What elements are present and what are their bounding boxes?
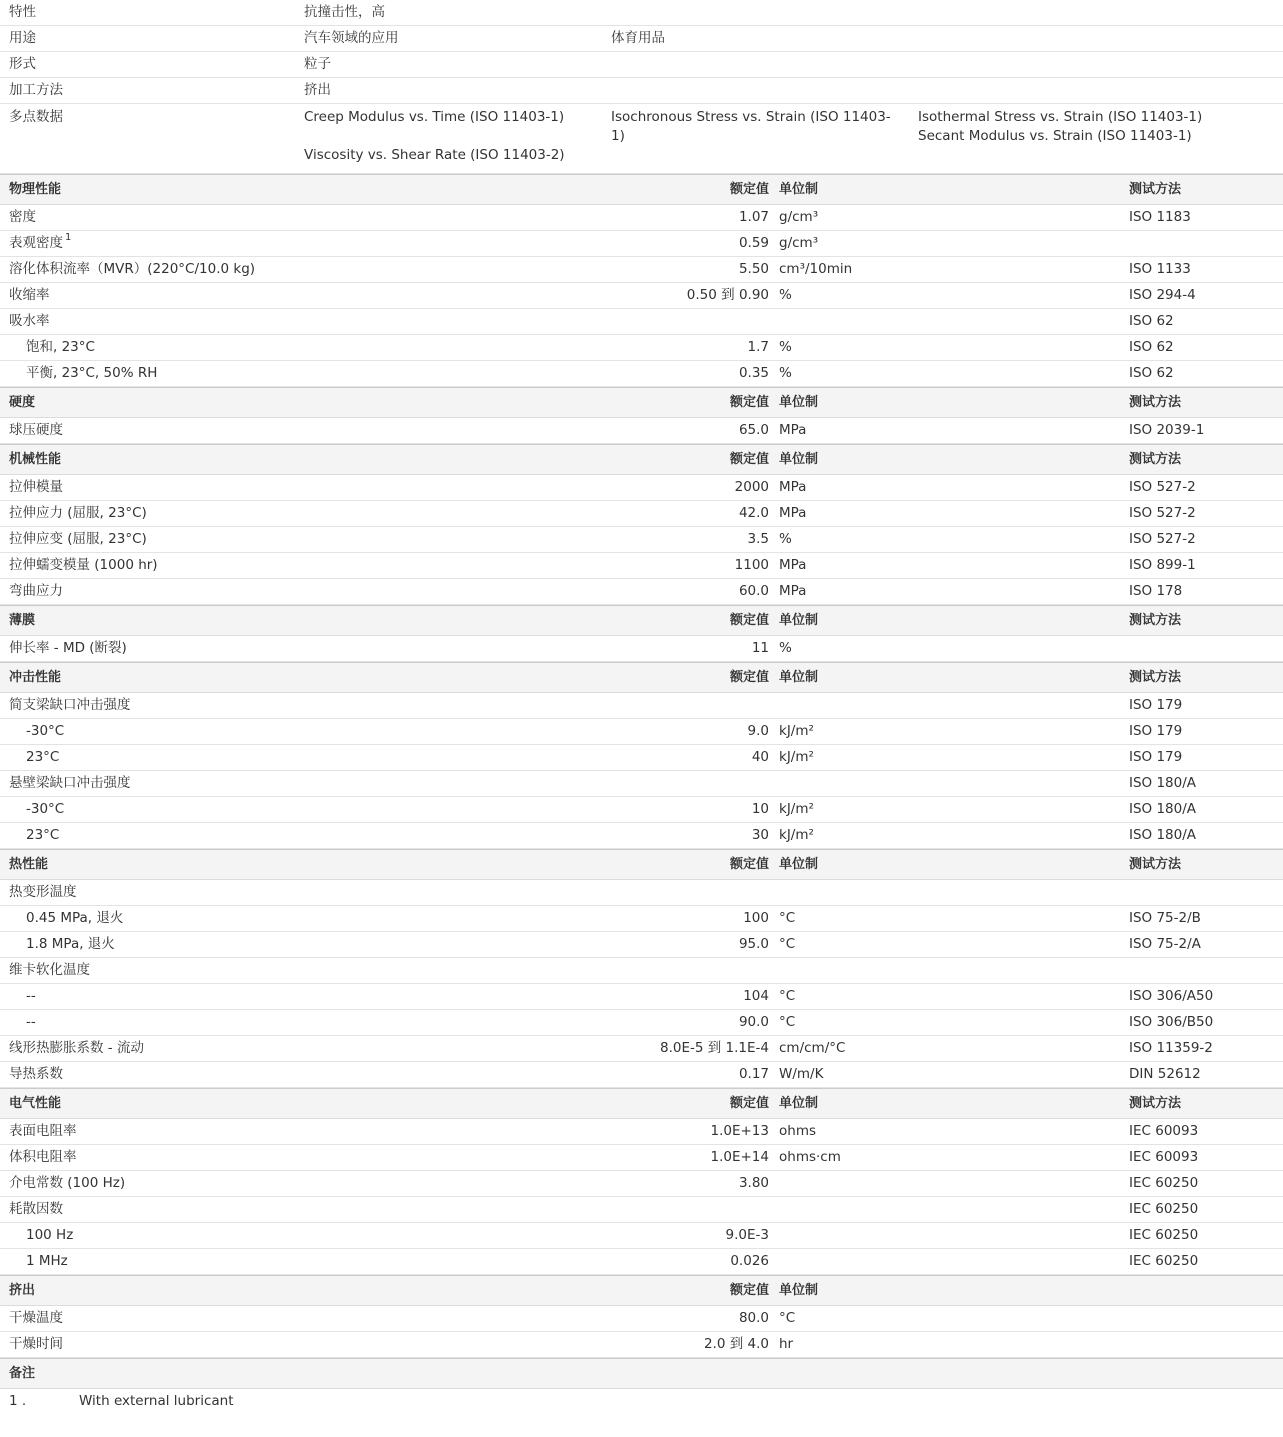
property-unit [769,1249,1129,1274]
test-method: ISO 62 [1129,313,1174,329]
section-1 [0,387,1283,444]
test-method [1129,958,1283,983]
property-name [0,932,509,957]
multipoint-col-1 [304,108,611,165]
property-row [0,906,1283,932]
property-name-text: -30°C [26,723,65,739]
property-name-text: 表观密度 [9,235,63,251]
property-name-text: 拉伸蠕变模量 (1000 hr) [9,557,158,573]
property-row [0,501,1283,527]
property-name-text: 拉伸应变 (屈服, 23°C) [9,531,147,547]
property-name-text: 维卡软化温度 [9,962,90,978]
test-method: ISO 75-2/A [1129,936,1201,952]
property-unit [769,309,1129,334]
property-row [0,1119,1283,1145]
notes-title: 备注 [9,1366,36,1381]
test-method: ISO 2039-1 [1129,422,1205,438]
property-name [0,771,509,796]
test-method: ISO 527-2 [1129,479,1196,495]
property-row [0,958,1283,984]
property-name [0,257,509,282]
property-unit: MPa [779,557,807,573]
property-value: 0.026 [730,1253,769,1269]
header-value-label: 额定值 [729,395,769,410]
section-header [0,849,1283,880]
section-4 [0,662,1283,849]
property-name-text: -- [26,988,36,1004]
property-row [0,984,1283,1010]
property-unit [769,1171,1129,1196]
test-method: IEC 60093 [1129,1123,1199,1139]
property-name [0,527,509,552]
section-5 [0,849,1283,1088]
test-method: ISO 11359-2 [1129,1040,1213,1056]
test-method: IEC 60250 [1129,1175,1199,1191]
property-name-text: 线形热膨胀系数 - 流动 [9,1040,144,1056]
multipoint-link[interactable]: Secant Modulus vs. Strain (ISO 11403-1) [918,128,1192,144]
property-value: 0.35 [738,365,769,381]
property-value: 1.0E+13 [710,1123,769,1139]
property-name-text: 简支梁缺口冲击强度 [9,697,131,713]
test-method: ISO 1133 [1129,261,1191,277]
property-unit: °C [779,936,796,952]
property-value: 1.0E+14 [710,1149,769,1165]
property-row [0,1171,1283,1197]
property-sections [0,174,1283,1358]
property-name [0,418,509,443]
section-header [0,1088,1283,1119]
multipoint-link[interactable]: Isothermal Stress vs. Strain (ISO 11403-1) [918,109,1203,125]
property-name [0,475,509,500]
property-name [0,1332,509,1357]
property-unit: kJ/m² [779,749,814,765]
property-unit [769,880,1129,905]
property-unit: % [779,640,792,656]
property-value: 2000 [734,479,769,495]
property-unit: g/cm³ [779,235,819,251]
property-value [509,880,769,905]
property-row [0,527,1283,553]
property-value: 9.0E-3 [725,1227,769,1243]
property-row [0,1332,1283,1358]
property-row [0,1197,1283,1223]
info-value: 抗撞击性，高 [304,4,385,20]
property-value: 80.0 [738,1310,769,1326]
property-unit [769,771,1129,796]
info-label: 多点数据 [9,109,63,125]
property-row [0,335,1283,361]
info-row-processing [0,78,1283,104]
property-name-text: 1 MHz [26,1253,68,1269]
property-row [0,1010,1283,1036]
property-name [0,501,509,526]
property-value [509,1197,769,1222]
property-value [509,958,769,983]
section-header [0,662,1283,693]
property-value: 1.7 [747,339,769,355]
property-row [0,636,1283,662]
property-row [0,553,1283,579]
header-value-label: 额定值 [729,857,769,872]
property-value: 8.0E-5 到 1.1E-4 [659,1040,769,1056]
note-number: 1 . [9,1393,27,1409]
property-value: 5.50 [738,261,769,277]
test-method: ISO 62 [1129,365,1174,381]
property-value [509,309,769,334]
property-unit: g/cm³ [779,209,819,225]
test-method: ISO 180/A [1129,801,1197,817]
section-title: 热性能 [9,857,49,872]
property-name [0,1036,509,1061]
test-method [1129,1306,1283,1331]
test-method: IEC 60250 [1129,1201,1199,1217]
section-title: 硬度 [9,395,36,410]
property-value: 11 [751,640,769,656]
property-name [0,745,509,770]
info-row-multipoint [0,104,1283,174]
property-unit: °C [779,910,796,926]
property-name-text: 弯曲应力 [9,583,63,599]
header-test-label: 测试方法 [1129,613,1182,628]
property-value: 3.80 [738,1175,769,1191]
property-unit: % [779,365,792,381]
property-name-text: 吸水率 [9,313,50,329]
note-text: With external lubricant [79,1393,234,1409]
property-row [0,880,1283,906]
test-method: ISO 1183 [1129,209,1191,225]
info-label: 形式 [9,56,36,72]
info-label: 用途 [9,30,36,46]
property-name [0,1171,509,1196]
header-unit-label: 单位制 [779,1283,819,1298]
property-name-text: 干燥温度 [9,1310,63,1326]
property-unit [769,693,1129,718]
header-value-label: 额定值 [729,670,769,685]
property-unit: % [779,531,792,547]
test-method: ISO 180/A [1129,827,1197,843]
property-name [0,361,509,386]
test-method: ISO 178 [1129,583,1183,599]
property-row [0,231,1283,257]
property-unit: % [779,339,792,355]
property-row [0,257,1283,283]
property-row [0,309,1283,335]
property-name-text: 密度 [9,209,36,225]
property-name-text: 干燥时间 [9,1336,63,1352]
note-item [0,1389,1283,1414]
notes-header [0,1358,1283,1389]
property-row [0,1145,1283,1171]
multipoint-link[interactable]: Viscosity vs. Shear Rate (ISO 11403-2) [304,147,565,163]
property-row [0,205,1283,231]
property-value: 3.5 [747,531,769,547]
property-unit: % [779,287,792,303]
property-value: 1.07 [738,209,769,225]
property-unit: kJ/m² [779,801,814,817]
header-unit-label: 单位制 [779,452,819,467]
section-3 [0,605,1283,662]
property-unit: MPa [779,422,807,438]
property-row [0,719,1283,745]
property-row [0,283,1283,309]
header-unit-label: 单位制 [779,182,819,197]
property-value: 0.50 到 0.90 [686,287,769,303]
property-name-text: 23°C [26,827,60,843]
section-title: 挤出 [9,1283,36,1298]
test-method: ISO 75-2/B [1129,910,1201,926]
header-test-label: 测试方法 [1129,182,1182,197]
section-header [0,605,1283,636]
header-unit-label: 单位制 [779,613,819,628]
test-method [1129,1332,1283,1357]
property-name-text: 球压硬度 [9,422,63,438]
property-value: 1100 [734,557,769,573]
property-name [0,1249,509,1274]
property-value: 30 [751,827,769,843]
property-name-text: 拉伸模量 [9,479,63,495]
property-row [0,1062,1283,1088]
section-title: 薄膜 [9,613,36,628]
property-row [0,1036,1283,1062]
property-name [0,335,509,360]
property-name [0,231,509,256]
property-name-text: 溶化体积流率（MVR）(220°C/10.0 kg) [9,261,256,277]
property-unit: W/m/K [779,1066,824,1082]
property-value: 65.0 [738,422,769,438]
test-method: ISO 294-4 [1129,287,1196,303]
header-value-label: 额定值 [729,1096,769,1111]
property-unit: °C [779,1014,796,1030]
test-method: ISO 306/A50 [1129,988,1214,1004]
test-method: ISO 179 [1129,723,1183,739]
multipoint-col-3 [918,108,1225,165]
property-name [0,1119,509,1144]
property-name [0,1223,509,1248]
property-value: 40 [751,749,769,765]
section-title: 冲击性能 [9,670,62,685]
section-header [0,444,1283,475]
property-name-text: -30°C [26,801,65,817]
property-name-text: 表面电阻率 [9,1123,77,1139]
multipoint-col-2 [611,108,918,165]
test-method: IEC 60250 [1129,1227,1199,1243]
info-value: 汽车领域的应用 [304,30,399,46]
property-name-text: 100 Hz [26,1227,74,1243]
info-row-usage [0,26,1283,52]
property-row [0,1249,1283,1275]
multipoint-link[interactable]: Isochronous Stress vs. Strain (ISO 11403-1) [611,109,891,144]
info-row-form [0,52,1283,78]
property-name [0,1306,509,1331]
property-value [509,771,769,796]
property-unit: MPa [779,505,807,521]
section-6 [0,1088,1283,1275]
property-name-text: 拉伸应力 (屈服, 23°C) [9,505,147,521]
property-row [0,475,1283,501]
property-name-text: 收缩率 [9,287,50,303]
section-7 [0,1275,1283,1358]
header-test-label: 测试方法 [1129,1096,1182,1111]
property-unit: cm/cm/°C [779,1040,846,1056]
property-name [0,1010,509,1035]
property-name-text: 导热系数 [9,1066,63,1082]
section-0 [0,174,1283,387]
property-value: 60.0 [738,583,769,599]
info-value: 挤出 [304,82,331,98]
property-value: 10 [751,801,769,817]
property-name-text: 热变形温度 [9,884,77,900]
test-method: DIN 52612 [1129,1066,1201,1082]
property-name-text: 1.8 MPa, 退火 [26,936,115,952]
property-value: 95.0 [738,936,769,952]
property-name [0,719,509,744]
property-row [0,579,1283,605]
property-unit: kJ/m² [779,723,814,739]
header-value-label: 额定值 [729,613,769,628]
property-name-text: 0.45 MPa, 退火 [26,910,124,926]
property-row [0,823,1283,849]
property-name [0,1197,509,1222]
property-name [0,880,509,905]
section-title: 物理性能 [9,182,62,197]
property-name [0,309,509,334]
property-name-text: 体积电阻率 [9,1149,77,1165]
property-value: 90.0 [738,1014,769,1030]
property-row [0,771,1283,797]
test-method: ISO 62 [1129,339,1174,355]
header-test-label: 测试方法 [1129,395,1182,410]
property-name [0,906,509,931]
property-name-text: 耗散因数 [9,1201,63,1217]
header-test-label: 测试方法 [1129,452,1182,467]
info-label: 加工方法 [9,82,63,98]
property-name [0,797,509,822]
test-method: ISO 899-1 [1129,557,1196,573]
property-unit: cm³/10min [779,261,853,277]
header-unit-label: 单位制 [779,395,819,410]
property-row [0,418,1283,444]
header-value-label: 额定值 [729,182,769,197]
header-value-label: 额定值 [729,452,769,467]
property-value: 100 [743,910,769,926]
test-method: ISO 179 [1129,697,1183,713]
property-name [0,553,509,578]
property-row [0,797,1283,823]
property-name-text: 介电常数 (100 Hz) [9,1175,126,1191]
property-name-text: -- [26,1014,36,1030]
property-name [0,984,509,1009]
test-method [1129,231,1283,256]
test-method: ISO 179 [1129,749,1183,765]
info-value: 体育用品 [611,30,665,46]
property-unit [769,1197,1129,1222]
property-row [0,1223,1283,1249]
test-method [1129,880,1283,905]
header-value-label: 额定值 [729,1283,769,1298]
test-method [1129,636,1283,661]
header-unit-label: 单位制 [779,1096,819,1111]
property-value [509,693,769,718]
header-unit-label: 单位制 [779,670,819,685]
property-name [0,636,509,661]
property-value: 9.0 [747,723,769,739]
property-name [0,205,509,230]
property-name [0,283,509,308]
property-unit: kJ/m² [779,827,814,843]
property-name [0,693,509,718]
property-name [0,1145,509,1170]
property-name-text: 悬壁梁缺口冲击强度 [9,775,131,791]
property-name-text: 平衡, 23°C, 50% RH [26,365,158,381]
property-name-text: 饱和, 23°C [26,339,95,355]
multipoint-link[interactable]: Creep Modulus vs. Time (ISO 11403-1) [304,109,565,125]
property-row [0,745,1283,771]
section-title: 机械性能 [9,452,62,467]
property-value: 42.0 [738,505,769,521]
property-value: 2.0 到 4.0 [703,1336,769,1352]
property-unit: °C [779,988,796,1004]
property-unit: °C [779,1310,796,1326]
header-test-label: 测试方法 [1129,670,1182,685]
test-method: IEC 60093 [1129,1149,1199,1165]
header-test-label: 测试方法 [1129,857,1182,872]
property-name-text: 23°C [26,749,60,765]
section-header [0,174,1283,205]
property-value: 0.17 [738,1066,769,1082]
test-method: ISO 180/A [1129,775,1197,791]
info-label: 特性 [9,4,36,20]
notes-section [0,1358,1283,1414]
property-name [0,1062,509,1087]
property-unit: ohms·cm [779,1149,841,1165]
property-name-text: 伸长率 - MD (断裂) [9,640,127,656]
product-info-table [0,0,1283,174]
footnote-marker[interactable]: 1 [65,232,72,243]
header-test-label [1129,1276,1283,1305]
property-row [0,361,1283,387]
test-method: IEC 60250 [1129,1253,1199,1269]
property-row [0,932,1283,958]
property-name [0,823,509,848]
property-value: 104 [743,988,769,1004]
info-row-feature [0,0,1283,26]
property-name [0,579,509,604]
info-value: 粒子 [304,56,331,72]
header-unit-label: 单位制 [779,857,819,872]
property-row [0,1306,1283,1332]
test-method: ISO 527-2 [1129,505,1196,521]
property-unit [769,958,1129,983]
section-2 [0,444,1283,605]
property-unit: hr [779,1336,794,1352]
test-method: ISO 306/B50 [1129,1014,1214,1030]
property-name [0,958,509,983]
section-header [0,387,1283,418]
property-unit [769,1223,1129,1248]
property-row [0,693,1283,719]
property-value: 0.59 [738,235,769,251]
property-unit: MPa [779,479,807,495]
test-method: ISO 527-2 [1129,531,1196,547]
section-title: 电气性能 [9,1096,62,1111]
property-unit: MPa [779,583,807,599]
property-unit: ohms [779,1123,816,1139]
section-header [0,1275,1283,1306]
